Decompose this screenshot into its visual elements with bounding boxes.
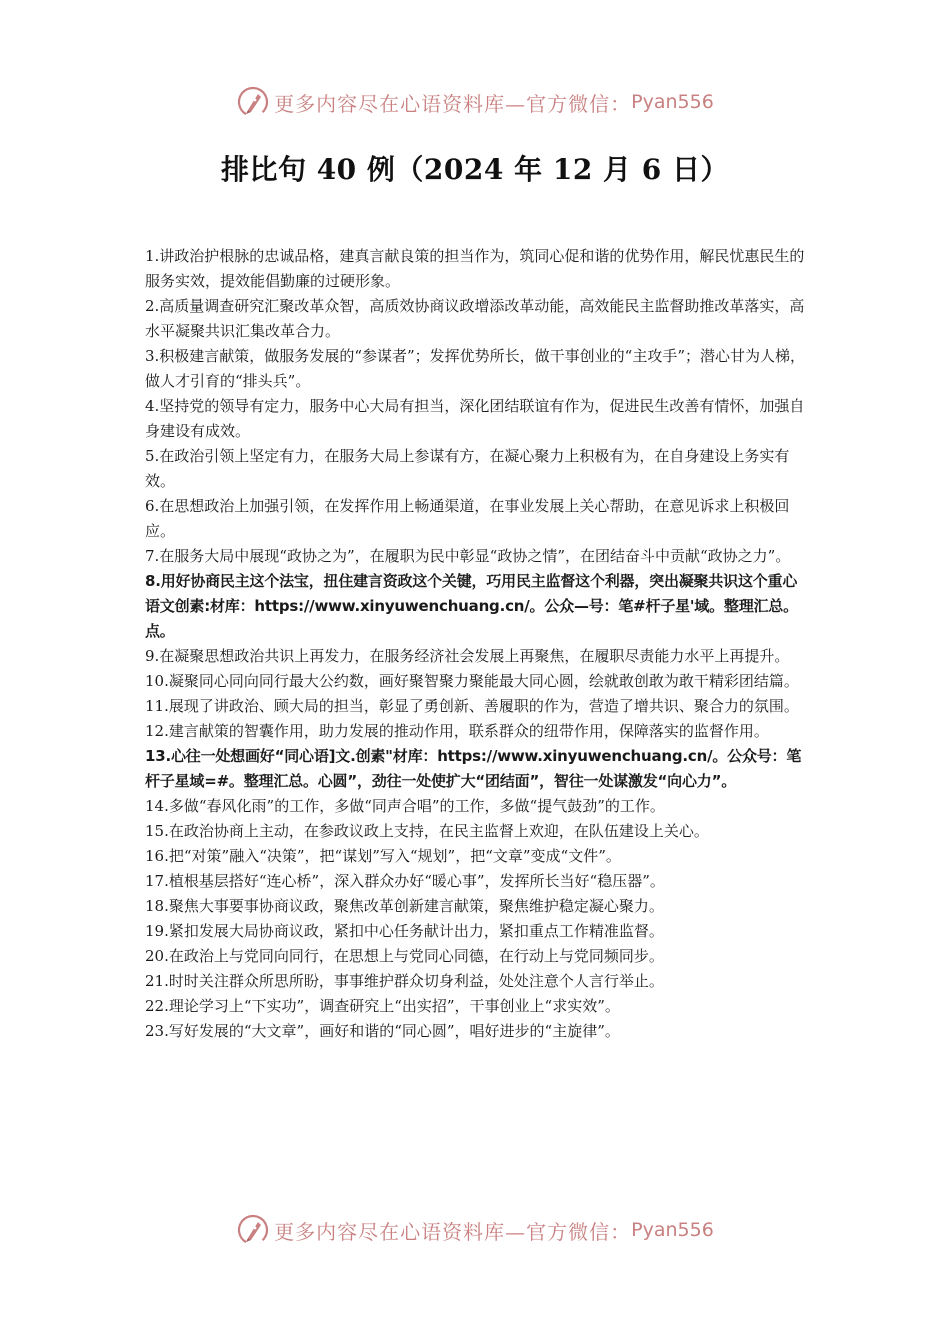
list-item: 10.凝聚同心同向同行最大公约数，画好聚智聚力聚能最大同心圆，绘就敢创敢为敢干精彩团结篇。	[145, 672, 799, 690]
list-item: 8.用好协商民主这个法宝，扭住建言资政这个关键，巧用民主监督这个利器，突出凝聚共识这个重心语文创素:材库：https://www.xinyuwenchuang.cn/。公众—号：笔#杆子星'域。整理汇总。点。	[145, 572, 798, 640]
list-item: 7.在服务大局中展现“政协之为”，在履职为民中彰显“政协之情”，在团结奋斗中贡献“政协之力”。	[145, 547, 791, 565]
list-item: 14.多做“春风化雨”的工作，多做“同声合唱”的工作，多做“提气鼓劲”的工作。	[145, 797, 665, 815]
pen-nib-logo-icon	[236, 1213, 270, 1247]
document-title: 排比句 40 例（2024 年 12 月 6 日）	[220, 153, 730, 186]
list-item: 12.建言献策的智囊作用，助力发展的推动作用，联系群众的纽带作用，保障落实的监督作用。	[145, 722, 769, 740]
banner-brand: Pyan556	[631, 91, 714, 113]
list-item: 16.把“对策”融入“决策”，把“谋划”写入“规划”，把“文章”变成“文件”。	[145, 847, 621, 865]
banner-text: 更多内容尽在心语资料库—官方微信：	[274, 91, 632, 116]
banner-brand: Pyan556	[631, 1219, 714, 1241]
list-item: 21.时时关注群众所思所盼，事事维护群众切身利益，处处注意个人言行举止。	[145, 972, 664, 990]
list-item: 1.讲政治护根脉的忠诚品格，建真言献良策的担当作为，筑同心促和谐的优势作用，解民忧惠民生的服务实效，提效能倡勤廉的过硬形象。	[145, 247, 805, 290]
list-item: 9.在凝聚思想政治共识上再发力，在服务经济社会发展上再聚焦，在履职尽责能力水平上再提升。	[145, 647, 790, 665]
banner-text: 更多内容尽在心语资料库—官方微信：	[274, 1219, 632, 1244]
list-item: 22.理论学习上“下实功”，调查研究上“出实招”，干事创业上“求实效”。	[145, 997, 620, 1015]
list-item: 15.在政治协商上主动，在参政议政上支持，在民主监督上欢迎，在队伍建设上关心。	[145, 822, 709, 840]
list-item: 19.紧扣发展大局协商议政，紧扣中心任务献计出力，紧扣重点工作精准监督。	[145, 922, 664, 940]
list-item: 13.心往一处想画好“同心语]文.创素"材库：https://www.xinyuwenchuang.cn/。公众号：笔杆子星域=#。整理汇总。心圆”，劲往一处使扩大“团结面”，智往一处谋激发“向心力”。	[145, 747, 802, 790]
list-item: 3.积极建言献策，做服务发展的“参谋者”；发挥优势所长，做干事创业的“主攻手”；潜心甘为人梯，做人才引育的“排头兵”。	[145, 347, 805, 390]
list-item: 17.植根基层搭好“连心桥”，深入群众办好“暖心事”，发挥所长当好“稳压器”。	[145, 872, 665, 890]
pen-nib-logo-icon	[236, 85, 270, 119]
list-item: 4.坚持党的领导有定力，服务中心大局有担当，深化团结联谊有作为，促进民生改善有情怀，加强自身建设有成效。	[145, 397, 805, 440]
list-item: 6.在思想政治上加强引领，在发挥作用上畅通渠道，在事业发展上关心帮助，在意见诉求上积极回应。	[145, 497, 790, 540]
footer-watermark-banner	[0, 1208, 950, 1252]
list-item: 23.写好发展的“大文章”，画好和谐的“同心圆”，唱好进步的“主旋律”。	[145, 1022, 620, 1040]
list-item: 11.展现了讲政治、顾大局的担当，彰显了勇创新、善履职的作为，营造了增共识、聚合力的氛围。	[145, 697, 799, 715]
list-item: 5.在政治引领上坚定有力，在服务大局上参谋有方，在凝心聚力上积极有为，在自身建设上务实有效。	[145, 447, 790, 490]
list-item: 2.高质量调查研究汇聚改革众智，高质效协商议政增添改革动能，高效能民主监督助推改革落实，高水平凝聚共识汇集改革合力。	[145, 297, 805, 340]
list-item: 18.聚焦大事要事协商议政，聚焦改革创新建言献策，聚焦维护稳定凝心聚力。	[145, 897, 664, 915]
header-watermark-banner	[0, 80, 950, 124]
list-item: 20.在政治上与党同向同行，在思想上与党同心同德，在行动上与党同频同步。	[145, 947, 664, 965]
sentence-list	[145, 244, 807, 1044]
